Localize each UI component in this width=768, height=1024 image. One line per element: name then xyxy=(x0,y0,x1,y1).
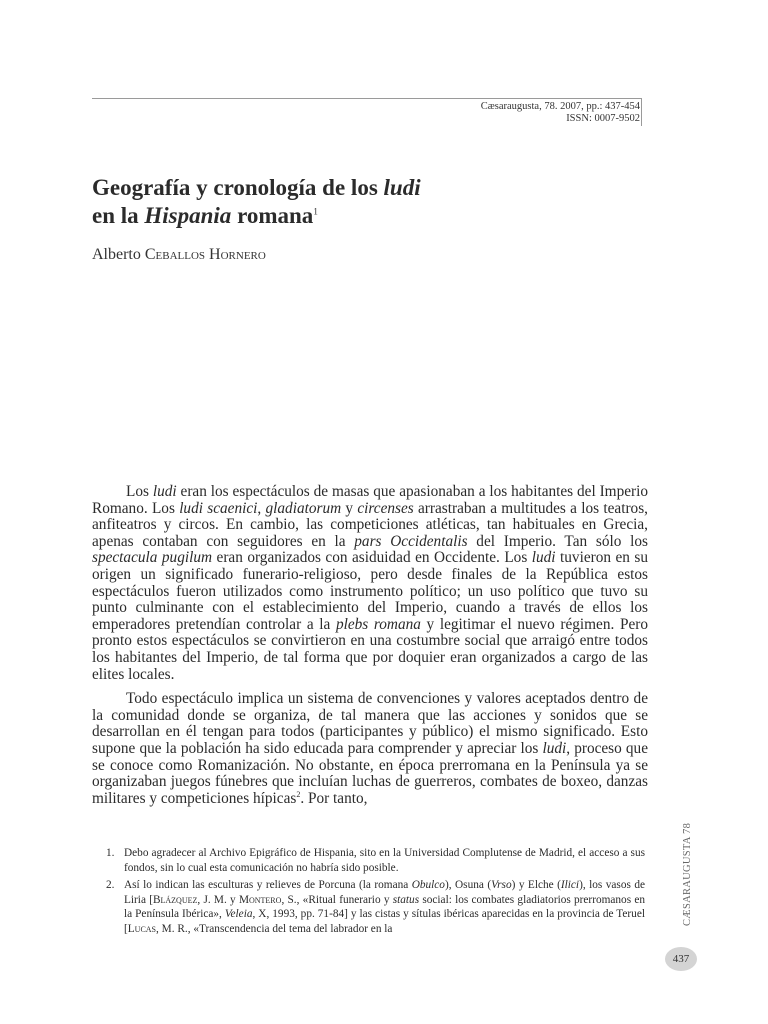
footnote-text: Debo agradecer al Archivo Epigráfico de Hispania, sito en la Universidad Complutense de Madrid, el acceso a sus fondos, sin lo cual esta comunicación no habría sido posible. xyxy=(124,847,645,874)
journal-side-label: CÆSARAUGUSTA 78 xyxy=(682,822,693,926)
header-tick xyxy=(641,98,642,126)
header-rule xyxy=(92,98,641,99)
issn: ISSN: 0007-9502 xyxy=(566,113,640,124)
article-body xyxy=(92,484,648,807)
footnotes xyxy=(92,846,645,937)
running-header xyxy=(481,101,640,125)
footnote-text: Así lo indican las esculturas y relieves de Porcuna (la romana Obulco), Osuna (Vrso) y Elche (Ilici), los vasos de Liria [Blázquez, J. M. y Montero, S., «Ritual funerario y status social: los combates gladiatorios prerromanos en la Península Ibérica», Veleia, X, 1993, pp. 71-84] y las cistas y sítulas ibéricas aparecidas en la provincia de Teruel [Lucas, M. R., «Transcendencia del tema del labrador en la xyxy=(124,879,646,935)
title-footnote-ref[interactable]: 1 xyxy=(313,206,318,217)
page-number-badge: 437 xyxy=(665,947,697,971)
footnote-number: 1. xyxy=(106,847,115,859)
footnote-number: 2. xyxy=(106,879,115,892)
footnote-1 xyxy=(92,846,645,875)
footnote-ref-2[interactable]: 2 xyxy=(296,789,301,799)
journal-citation: Cæsaraugusta, 78. 2007, pp.: 437-454 xyxy=(480,101,640,112)
article-title: Geografía y cronología de los ludi en la Hispania romana$^1$ xyxy=(92,175,421,228)
body-paragraph-2: Todo espectáculo implica un sistema de convenciones y valores aceptados dentro de la comunidad donde se organiza, de tal manera que las acciones y sonidos que se desarrollan en él tengan para todos (participantes y público) el mismo significado. Esto supone que la población ha sido educada para comprender y apreciar los ludi, proceso que se conoce como Romanización. No obstante, en época prerromana en la Península ya se organizaban juegos fúnebres que incluían luchas de guerreros, combates de boxeo, danzas militares y competiciones hípicas$^2$. Por tanto, xyxy=(92,690,648,807)
author-name: Alberto Ceballos Hornero xyxy=(92,246,266,263)
body-paragraph-1: Los ludi eran los espectáculos de masas que apasionaban a los habitantes del Imperio Romano. Los ludi scaenici, gladiatorum y circenses arrastraban a multitudes a los teatros, anfiteatros y circos. En cambio, las competiciones atléticas, tan habituales en Grecia, apenas contaban con seguidores en la pars Occidentalis del Imperio. Tan sólo los spectacula pugilum eran organizados con asiduidad en Occidente. Los ludi tuvieron en su origen un significado funerario-religioso, pero desde finales de la República estos espectáculos fueron utilizados como instrumento político; un uso político que tuvo su punto culminante con el establecimiento del Imperio, cuando a través de ellos los emperadores pretendían controlar a la plebs romana y legitimar el nuevo régimen. Pero pronto estos espectáculos se convirtieron en una costumbre social que arraigó entre todos los habitantes del Imperio, de tal forma que por doquier eran organizados a cargo de las elites locales. xyxy=(92,483,649,683)
footnote-2 xyxy=(92,878,645,936)
